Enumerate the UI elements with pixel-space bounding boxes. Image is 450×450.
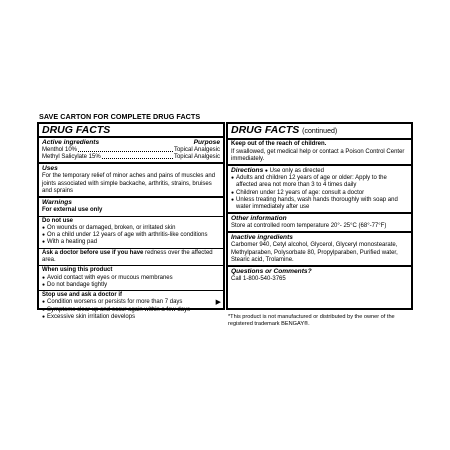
other-information-section [228, 212, 411, 231]
keep-out-text: If swallowed, get medical help or contact a Poison Control Center immediately. [231, 148, 405, 162]
when-using-header: When using this product [42, 267, 113, 274]
do-not-use-header: Do not use [42, 217, 73, 224]
other-information-text: Store at controlled room temperature 20°- 25°C (68°-77°F) [231, 223, 387, 230]
questions-section [228, 265, 411, 284]
directions-header: Directions [231, 166, 264, 174]
trademark-footnote: *This product is not manufactured or distributed by the owner of the registered trademark BENGAY®. [228, 314, 395, 327]
inactive-ingredients-section [228, 231, 411, 265]
inactive-ingredients-header: Inactive ingredients [231, 234, 293, 242]
questions-phone: Call 1-800-540-3765 [231, 275, 286, 282]
list-item: ● Do not bandage tightly [42, 282, 220, 289]
list-item: ● Children under 12 years of age: consult a doctor [231, 190, 408, 197]
list-item: ● On a child under 12 years of age with arthritis-like conditions [42, 232, 220, 239]
warnings-header: Warnings [42, 199, 72, 207]
directions-lead: Use only as directed [269, 167, 324, 174]
keep-out-section [228, 138, 411, 164]
list-item: ● Symptoms clear up and occur again within a few days [42, 307, 220, 314]
ingredient-row: Menthol 10% Topical Analgesic [42, 147, 220, 153]
carton-note: SAVE CARTON FOR COMPLETE DRUG FACTS [39, 112, 201, 121]
questions-header: Questions or Comments? [231, 267, 312, 275]
drug-facts-panel-right [226, 122, 413, 310]
uses-text: For the temporary relief of minor aches and pains of muscles and joints associated with simple backache, arthritis, strains, bruises and sprains [42, 173, 216, 194]
uses-header: Uses [42, 165, 58, 173]
list-item: ● Avoid contact with eyes or mucous membranes [42, 275, 220, 282]
continue-arrow-icon: ▶ [215, 299, 221, 306]
active-ingredients-section [39, 136, 223, 162]
warnings-section [39, 196, 223, 322]
list-item: ● Excessive skin irritation develops [42, 314, 220, 321]
other-information-header: Other information [231, 215, 287, 223]
uses-section [39, 162, 223, 196]
list-item: ● Adults and children 12 years of age or older: Apply to the affected area not more than 3 to 4 times daily [231, 175, 408, 189]
panel-title: DRUG FACTS [42, 124, 111, 136]
drug-facts-panel-left [37, 122, 225, 320]
external-use-text: For external use only [42, 207, 103, 214]
list-item: ● Condition worsens or persists for more than 7 days [42, 299, 220, 306]
list-item: ● On wounds or damaged, broken, or irritated skin [42, 225, 220, 232]
purpose-header: Purpose [193, 139, 220, 146]
list-item: ● Unless treating hands, wash hands thoroughly with soap and water immediately after use [231, 197, 408, 211]
stop-use-header: Stop use and ask a doctor if [42, 291, 123, 298]
ingredient-row: Methyl Salicylate 15% Topical Analgesic [42, 154, 220, 161]
panel-title: DRUG FACTS (continued) [231, 124, 338, 136]
directions-section: Directions ● Use only as directed ● Adults and children 12 years of age or older: Apply to the affected area not more than 3 to 4 times daily ● Children under 12 years of age: consult a doctor ● Unless treating hands, wash hands thoroughly with soap and water immediately after use [228, 164, 411, 212]
ask-doctor-text: Ask a doctor before use if you have redness over the affected area. [42, 249, 213, 263]
inactive-ingredients-text: Carbomer 940, Cetyl alcohol, Glycerol, Glyceryl monostearate, Methylparaben, Polysorbate 80, Propylparaben, Purified water, Stearic acid, Trolamine. [231, 242, 398, 263]
active-ingredients-header: Active ingredients [42, 139, 100, 146]
keep-out-header: Keep out of the reach of children. [231, 141, 327, 147]
list-item: ● With a heating pad [42, 239, 220, 246]
